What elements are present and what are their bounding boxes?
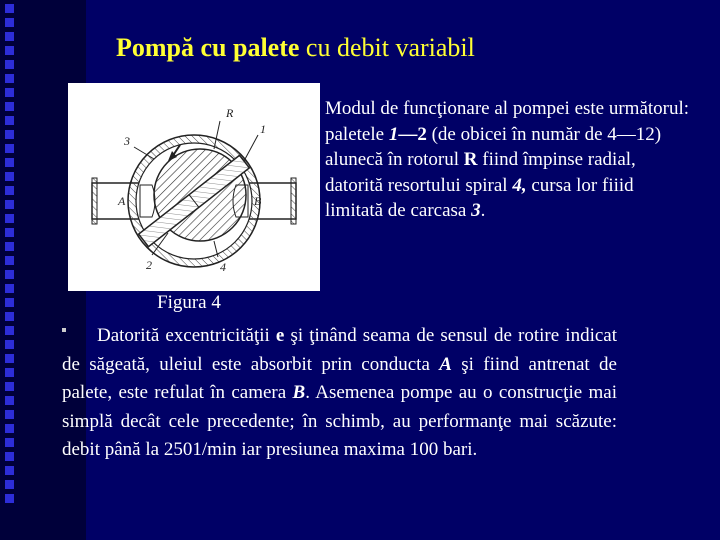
label-a: A: [118, 194, 126, 208]
label-3: 3: [124, 134, 130, 148]
title-bold: Pompă cu palete: [116, 33, 300, 62]
title-rest: cu debit variabil: [299, 33, 475, 62]
side-text-rotor: R: [463, 149, 478, 170]
figure-caption: Figura 4: [157, 292, 221, 313]
body-text-e: e: [275, 325, 285, 346]
pump-drawing: [68, 83, 320, 291]
label-2: 2: [146, 258, 152, 272]
label-b: B: [254, 194, 262, 208]
body-text-part: şi ţinând seama de sensul de rotire indicat de săgeată, uleiul este absorbit prin conducta: [62, 325, 617, 375]
body-text-a: A: [439, 353, 452, 375]
side-text-spring-4: 4,: [512, 174, 527, 196]
side-text-part: .: [480, 200, 486, 221]
side-text-dash: —: [398, 123, 418, 145]
decorative-squares: [5, 4, 14, 503]
body-paragraph: [62, 322, 617, 465]
description-paragraph: [325, 96, 695, 224]
pump-diagram: [68, 83, 320, 291]
side-text-casing-3: 3: [471, 200, 481, 221]
label-4: 4: [220, 260, 226, 274]
body-text-part: . Asemenea pompe au o construcţie mai simplă decât cele precedente; în schimb, au performanţe mai scăzute: debit până la 2501/min iar presiunea maxima 100 bari.: [62, 382, 617, 461]
side-text-part: Modul de funcţionare al pompei este următorul: paletele: [325, 98, 690, 145]
side-text-part: (de obicei în număr de 4—12) alunecă în rotorul: [325, 123, 662, 170]
slide-title: [116, 33, 475, 63]
side-text-part: fiind împinse radial, datorită resortului spiral: [325, 149, 636, 196]
label-1: 1: [260, 122, 266, 136]
side-text-vane-1: 1: [388, 123, 399, 145]
body-text-part: Datorită excentricităţii: [97, 325, 276, 346]
body-text-b: B: [292, 382, 306, 404]
label-r: R: [226, 106, 234, 120]
side-text-vane-2: 2: [417, 123, 427, 145]
body-text-part: şi fiind antrenat de palete, este refulat în camera: [62, 353, 617, 404]
side-text-part: cursa lor fiiid limitată de carcasa: [325, 174, 634, 221]
